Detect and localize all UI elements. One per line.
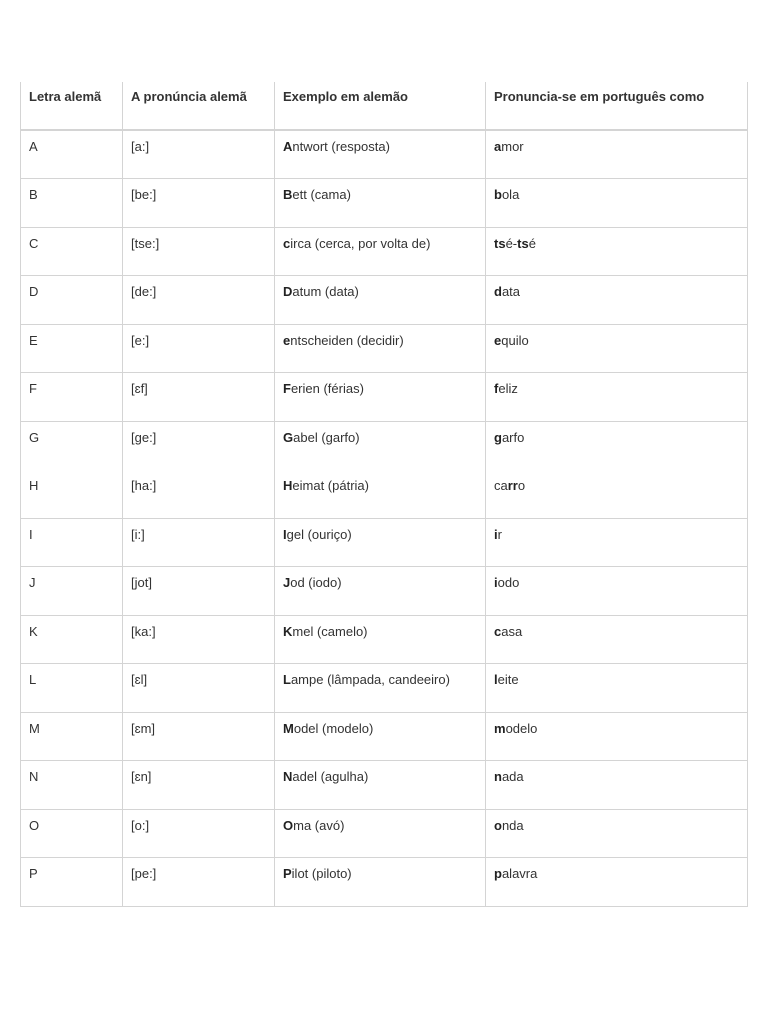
cell-pronunciation: [i:] [123, 518, 275, 567]
cell-pronunciation: [ka:] [123, 615, 275, 664]
table-row [21, 324, 748, 373]
highlighted-letters: m [494, 720, 506, 736]
highlighted-letters: M [283, 720, 294, 736]
highlighted-letters: d [494, 284, 502, 299]
highlighted-letters: ts [517, 235, 529, 251]
cell-letter: P [21, 858, 123, 907]
highlighted-letters: g [494, 429, 502, 445]
text-segment: gel (ouriço) [286, 526, 352, 542]
table-row [21, 712, 748, 761]
text-segment: ett (cama) [292, 187, 351, 202]
highlighted-letters: O [283, 817, 294, 833]
cell-pronunciation: [tse:] [123, 227, 275, 276]
highlighted-letters: c [494, 623, 502, 639]
table-row [21, 615, 748, 664]
highlighted-letters: I [283, 526, 287, 542]
cell-portuguese-equivalent [486, 615, 748, 664]
cell-german-example [275, 421, 486, 470]
cell-letter: N [21, 761, 123, 810]
highlighted-letters: a [494, 139, 502, 154]
text-segment: odo [497, 575, 520, 590]
highlighted-letters: f [494, 381, 499, 396]
text-segment: mor [501, 139, 524, 154]
text-segment: ata [501, 284, 521, 299]
cell-letter: L [21, 664, 123, 713]
highlighted-letters: P [283, 866, 292, 881]
cell-pronunciation: [pe:] [123, 858, 275, 907]
text-segment: arfo [501, 429, 525, 445]
cell-letter: H [21, 470, 123, 519]
text-segment: eimat (pátria) [292, 477, 369, 493]
cell-german-example [275, 470, 486, 519]
cell-letter: E [21, 324, 123, 373]
cell-pronunciation: [jot] [123, 567, 275, 616]
cell-german-example [275, 227, 486, 276]
highlighted-letters: e [283, 332, 291, 348]
highlighted-letters: e [494, 332, 502, 348]
table-row [21, 130, 748, 179]
cell-portuguese-equivalent [486, 858, 748, 907]
cell-portuguese-equivalent [486, 664, 748, 713]
table-row [21, 809, 748, 858]
cell-pronunciation: [ɛn] [123, 761, 275, 810]
highlighted-letters: L [283, 672, 291, 687]
text-segment: abel (garfo) [293, 429, 360, 445]
cell-portuguese-equivalent [486, 470, 748, 519]
cell-letter: M [21, 712, 123, 761]
cell-portuguese-equivalent [486, 276, 748, 325]
table-row [21, 227, 748, 276]
table-body [21, 130, 748, 906]
cell-letter: F [21, 373, 123, 422]
highlighted-letters: i [494, 526, 498, 542]
cell-letter: G [21, 421, 123, 470]
highlighted-letters: i [494, 575, 498, 590]
highlighted-letters: l [494, 672, 498, 687]
cell-portuguese-equivalent [486, 761, 748, 810]
highlighted-letters: o [494, 817, 502, 833]
cell-pronunciation: [ɛm] [123, 712, 275, 761]
cell-portuguese-equivalent [486, 567, 748, 616]
alphabet-table [20, 82, 748, 907]
table-header-row [21, 82, 748, 130]
highlighted-letters: D [283, 284, 293, 299]
text-segment: atum (data) [292, 284, 359, 299]
text-segment: ma (avó) [293, 817, 345, 833]
highlighted-letters: J [283, 575, 291, 590]
cell-pronunciation: [ge:] [123, 421, 275, 470]
text-segment: mel (camelo) [292, 623, 368, 639]
text-segment: ilot (piloto) [291, 866, 352, 881]
text-segment: eliz [498, 381, 518, 396]
table-row [21, 858, 748, 907]
cell-pronunciation: [de:] [123, 276, 275, 325]
text-segment: adel (agulha) [292, 769, 369, 784]
table-row [21, 664, 748, 713]
text-segment: ntscheiden (decidir) [290, 332, 404, 348]
cell-pronunciation: [be:] [123, 179, 275, 228]
cell-german-example [275, 179, 486, 228]
highlighted-letters: rr [507, 477, 518, 493]
cell-portuguese-equivalent [486, 227, 748, 276]
highlighted-letters: H [283, 477, 293, 493]
text-segment: irca (cerca, por volta de) [290, 235, 431, 251]
cell-letter: O [21, 809, 123, 858]
cell-german-example [275, 615, 486, 664]
cell-german-example [275, 858, 486, 907]
cell-portuguese-equivalent [486, 324, 748, 373]
text-segment: ola [501, 187, 520, 202]
text-segment: r [497, 526, 502, 542]
table-row [21, 518, 748, 567]
header-german-letter: Letra alemã [21, 82, 123, 130]
highlighted-letters: G [283, 429, 294, 445]
highlighted-letters: b [494, 187, 502, 202]
highlighted-letters: p [494, 866, 502, 881]
highlighted-letters: A [283, 139, 293, 154]
text-segment: erien (férias) [290, 381, 364, 396]
highlighted-letters: n [494, 769, 502, 784]
cell-letter: I [21, 518, 123, 567]
cell-letter: A [21, 130, 123, 179]
cell-pronunciation: [ɛl] [123, 664, 275, 713]
table-row [21, 179, 748, 228]
cell-german-example [275, 518, 486, 567]
text-segment: odelo [505, 720, 538, 736]
cell-letter: J [21, 567, 123, 616]
cell-german-example [275, 761, 486, 810]
text-segment: ada [501, 769, 524, 784]
highlighted-letters: B [283, 187, 293, 202]
cell-portuguese-equivalent [486, 130, 748, 179]
cell-letter: K [21, 615, 123, 664]
cell-portuguese-equivalent [486, 809, 748, 858]
table-row [21, 373, 748, 422]
header-german-example: Exemplo em alemão [275, 82, 486, 130]
text-segment: odel (modelo) [293, 720, 374, 736]
cell-pronunciation: [ha:] [123, 470, 275, 519]
cell-german-example [275, 712, 486, 761]
text-segment: o [517, 477, 526, 493]
header-portuguese-equivalent: Pronuncia-se em português como [486, 82, 748, 130]
highlighted-letters: c [283, 235, 291, 251]
text-segment: ntwort (resposta) [292, 139, 390, 154]
text-segment: eite [497, 672, 519, 687]
cell-german-example [275, 567, 486, 616]
text-segment: ca [494, 477, 508, 493]
text-segment: é- [505, 235, 518, 251]
text-segment: é [528, 235, 536, 251]
text-segment: quilo [501, 332, 529, 348]
highlighted-letters: K [283, 623, 293, 639]
table-row [21, 567, 748, 616]
table-row [21, 470, 748, 519]
cell-portuguese-equivalent [486, 712, 748, 761]
text-segment: od (iodo) [290, 575, 342, 590]
cell-german-example [275, 276, 486, 325]
cell-german-example [275, 373, 486, 422]
highlighted-letters: F [283, 381, 291, 396]
cell-german-example [275, 664, 486, 713]
cell-letter: D [21, 276, 123, 325]
cell-pronunciation: [e:] [123, 324, 275, 373]
cell-portuguese-equivalent [486, 421, 748, 470]
text-segment: nda [501, 817, 524, 833]
cell-german-example [275, 324, 486, 373]
text-segment: asa [501, 623, 523, 639]
highlighted-letters: ts [494, 235, 506, 251]
cell-pronunciation: [o:] [123, 809, 275, 858]
cell-german-example [275, 809, 486, 858]
cell-letter: B [21, 179, 123, 228]
cell-german-example [275, 130, 486, 179]
cell-letter: C [21, 227, 123, 276]
cell-pronunciation: [a:] [123, 130, 275, 179]
highlighted-letters: N [283, 769, 293, 784]
table-row [21, 421, 748, 470]
text-segment: ampe (lâmpada, candeeiro) [290, 672, 450, 687]
cell-portuguese-equivalent [486, 179, 748, 228]
cell-pronunciation: [ɛf] [123, 373, 275, 422]
text-segment: alavra [501, 866, 538, 881]
cell-portuguese-equivalent [486, 373, 748, 422]
header-german-pronunciation: A pronúncia alemã [123, 82, 275, 130]
table-row [21, 761, 748, 810]
cell-portuguese-equivalent [486, 518, 748, 567]
table-row [21, 276, 748, 325]
